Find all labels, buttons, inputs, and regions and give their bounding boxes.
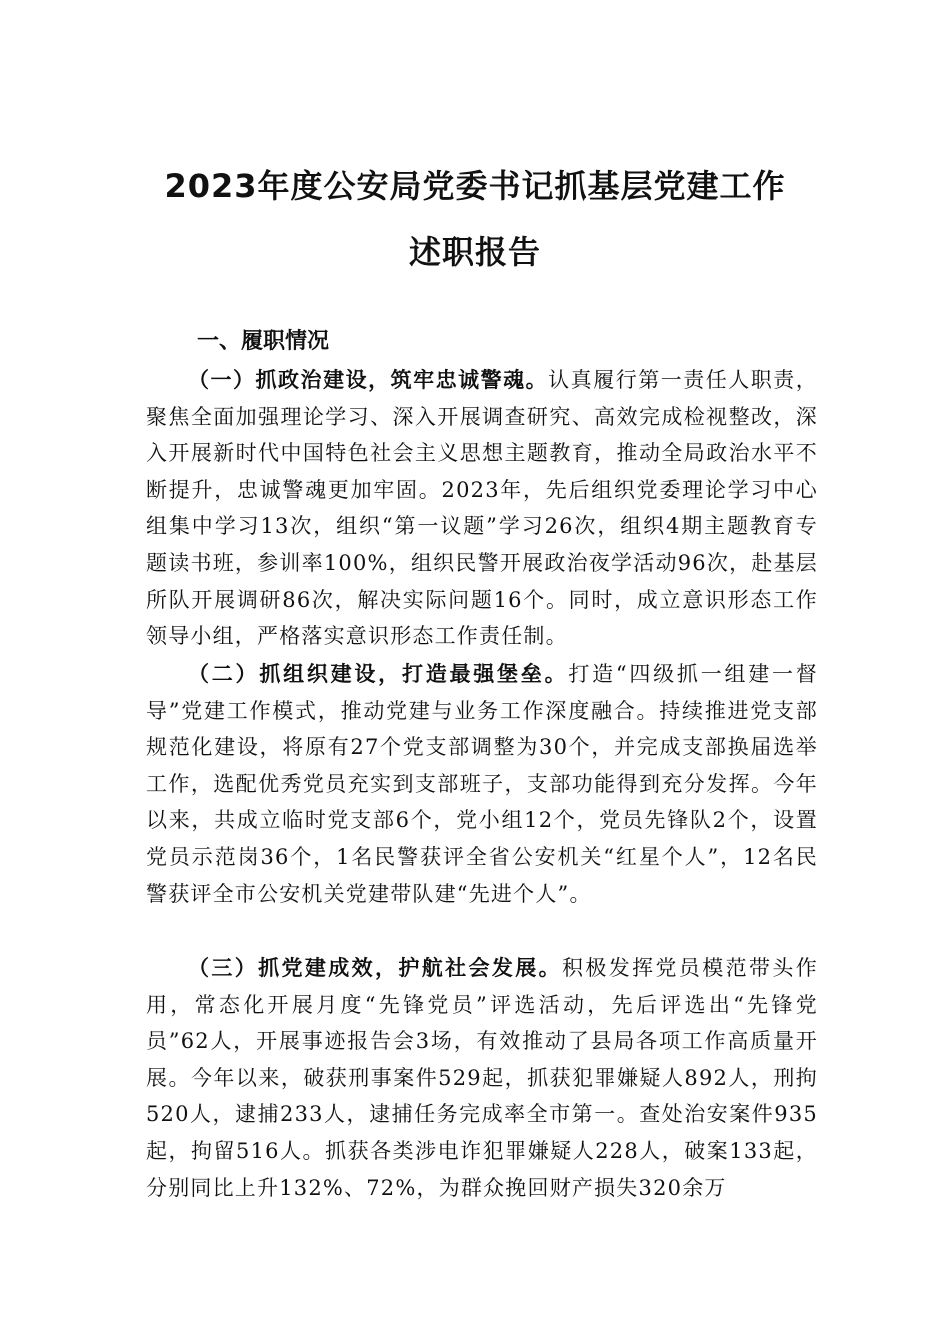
section-heading: 一、履职情况 <box>197 329 330 354</box>
document-title-line-2: 述职报告 <box>408 233 541 271</box>
paragraph-lead: （三）抓党建成效，护航社会发展。 <box>188 956 563 980</box>
document-title-line-1: 2023年度公安局党委书记抓基层党建工作 <box>164 167 786 205</box>
paragraph-lead: （二）抓组织建设，打造最强堡垒。 <box>188 662 569 686</box>
paragraph-body: 认真履行第一责任人职责，聚焦全面加强理论学习、深入开展调查研究、高效完成检视整改，深入开展新时代中国特色社会主义思想主题教育，推动全局政治水平不断提升，忠诚警魂更加牢固。2023年，先后组织党委理论学习中心组集中学习13次，组织“第一议题”学习26次，组织4期主题教育专题读书班，参训率100%，组织民警开展政治夜学活动96次，赴基层所队开展调研86次，解决实际问题16个。同时，成立意识形态工作领导小组，严格落实意识形态工作责任制。 <box>146 368 818 649</box>
paragraph-body: 打造“四级抓一组建一督导”党建工作模式，推动党建与业务工作深度融合。持续推进党支部规范化建设，将原有27个党支部调整为30个，并完成支部换届选举工作，选配优秀党员充实到支部班子，支部功能得到充分发挥。今年以来，共成立临时党支部6个，党小组12个，党员先锋队2个，设置党员示范岗36个，1名民警获评全省公安机关“红星个人”，12名民警获评全市公安机关党建带队建“先进个人”。 <box>146 662 818 906</box>
paragraph-political-building <box>146 362 818 655</box>
paragraph-party-building-results <box>146 950 818 1206</box>
paragraph-organization-building <box>146 656 818 912</box>
paragraph-body: 积极发挥党员模范带头作用，常态化开展月度“先锋党员”评选活动，先后评选出“先锋党员”62人，开展事迹报告会3场，有效推动了县局各项工作高质量开展。今年以来，破获刑事案件529起，抓获犯罪嫌疑人892人，刑拘520人，逮捕233人，逮捕任务完成率全市第一。查处治安案件935起，拘留516人。抓获各类涉电诈犯罪嫌疑人228人，破案133起，分别同比上升132%、72%，为群众挽回财产损失320余万 <box>146 956 818 1200</box>
paragraph-lead: （一）抓政治建设，筑牢忠诚警魂。 <box>188 368 549 392</box>
